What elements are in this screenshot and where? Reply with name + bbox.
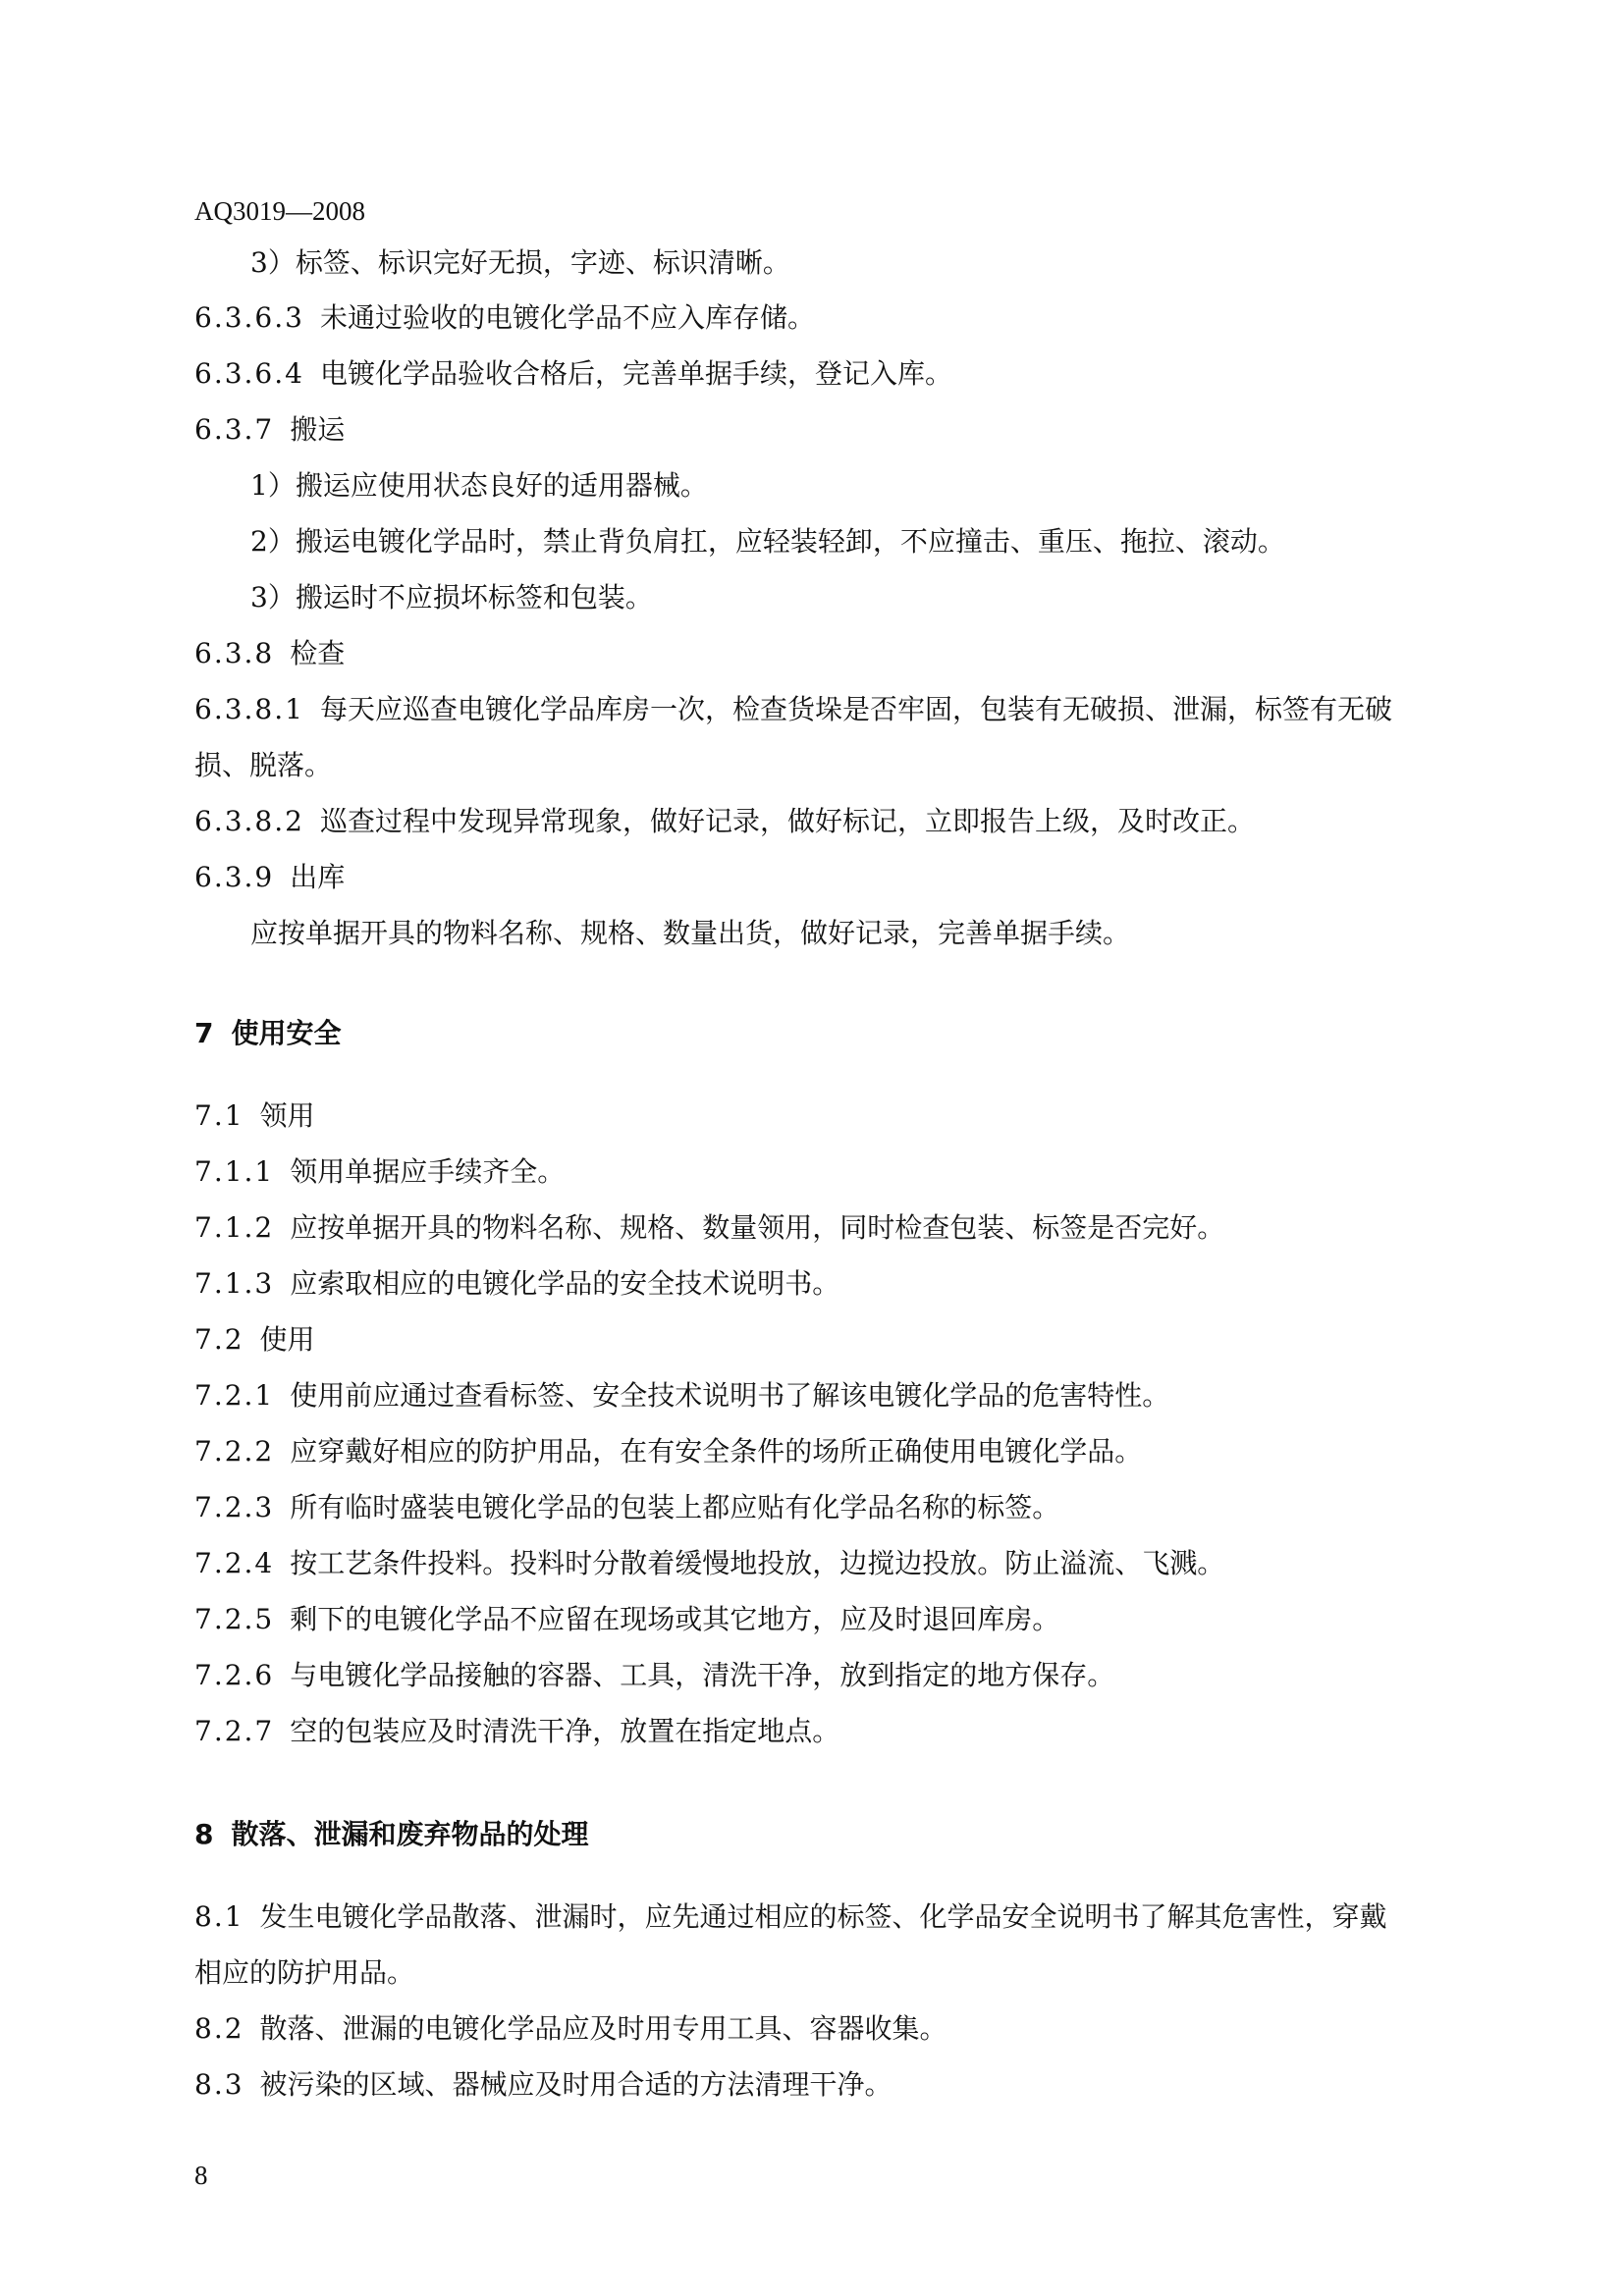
clause-8-2 [194,2012,947,2046]
clause-7-1 [194,1099,315,1133]
clause-6-3-8-1 [194,693,1392,726]
clause-number: 8.2 [194,2012,244,2045]
list-item: 3）搬运时不应损坏标签和包装。 [250,581,653,614]
clause-text: 散落、泄漏的电镀化学品应及时用专用工具、容器收集。 [259,2012,947,2045]
clause-7-2-2 [194,1435,1142,1468]
clause-number: 6.3.9 [194,861,275,893]
clause-text: 与电镀化学品接触的容器、工具，清洗干净，放到指定的地方保存。 [290,1659,1115,1691]
clause-number: 7.1 [194,1099,244,1132]
clause-text: 领用单据应手续齐全。 [290,1155,566,1188]
clause-6-3-8-2 [194,805,1255,838]
clause-text: 使用 [259,1323,315,1356]
clause-7-2-3 [194,1491,1059,1524]
clause-7-2 [194,1323,315,1357]
clause-text: 按工艺条件投料。投料时分散着缓慢地投放，边搅边投放。防止溢流、飞溅。 [290,1547,1225,1579]
clause-number: 7.2.7 [194,1715,275,1747]
clause-number: 8.3 [194,2068,244,2101]
clause-text: 发生电镀化学品散落、泄漏时，应先通过相应的标签、化学品安全说明书了解其危害性，穿戴 [259,1900,1387,1933]
clause-text: 使用前应通过查看标签、安全技术说明书了解该电镀化学品的危害特性。 [290,1379,1170,1412]
clause-text: 每天应巡查电镀化学品库房一次，检查货垛是否牢固，包装有无破损、泄漏，标签有无破 [319,693,1392,725]
clause-number: 7.2.4 [194,1547,275,1579]
section-title: 使用安全 [231,1017,342,1049]
clause-number: 7.2.2 [194,1435,275,1468]
clause-text: 搬运 [290,413,346,446]
page-number: 8 [194,2161,208,2190]
section-number: 8 [194,1818,216,1850]
clause-text: 剩下的电镀化学品不应留在现场或其它地方，应及时退回库房。 [290,1603,1060,1635]
clause-6-3-6-3 [194,301,815,335]
clause-6-3-6-4 [194,357,952,391]
clause-number: 7.2.1 [194,1379,275,1412]
clause-6-3-7 [194,413,345,447]
clause-number: 7.1.1 [194,1155,275,1188]
clause-text: 出库 [290,861,346,893]
clause-text: 领用 [259,1099,315,1132]
clause-continuation: 损、脱落。 [194,749,333,781]
clause-7-2-7 [194,1715,839,1748]
section-number: 7 [194,1017,216,1049]
list-item: 2）搬运电镀化学品时，禁止背负肩扛，应轻装轻卸，不应撞击、重压、拖拉、滚动。 [250,525,1285,558]
clause-7-2-1 [194,1379,1169,1413]
clause-7-2-6 [194,1659,1114,1692]
clause-number: 6.3.8.2 [194,805,304,837]
clause-continuation: 相应的防护用品。 [194,1956,415,1989]
clause-number: 8.1 [194,1900,244,1933]
clause-number: 6.3.7 [194,413,275,446]
document-code: AQ3019—2008 [194,196,365,226]
clause-8-1 [194,1900,1387,1934]
clause-7-1-2 [194,1211,1224,1245]
clause-number: 6.3.8.1 [194,693,304,725]
section-title: 散落、泄漏和废弃物品的处理 [231,1818,589,1850]
paragraph: 应按单据开具的物料名称、规格、数量出货，做好记录，完善单据手续。 [250,917,1131,949]
clause-number: 6.3.6.3 [194,301,304,334]
clause-number: 7.2.5 [194,1603,275,1635]
clause-6-3-8 [194,637,345,670]
clause-text: 电镀化学品验收合格后，完善单据手续，登记入库。 [319,357,952,390]
list-item: 1）搬运应使用状态良好的适用器械。 [250,469,708,502]
clause-text: 未通过验收的电镀化学品不应入库存储。 [319,301,815,334]
clause-number: 6.3.6.4 [194,357,304,390]
clause-text: 应按单据开具的物料名称、规格、数量领用，同时检查包装、标签是否完好。 [290,1211,1225,1244]
clause-number: 6.3.8 [194,637,275,669]
clause-text: 检查 [290,637,346,669]
clause-text: 所有临时盛装电镀化学品的包装上都应贴有化学品名称的标签。 [290,1491,1060,1523]
clause-text: 空的包装应及时清洗干净，放置在指定地点。 [290,1715,840,1747]
clause-number: 7.2 [194,1323,244,1356]
clause-7-1-1 [194,1155,565,1189]
clause-8-3 [194,2068,893,2102]
clause-text: 巡查过程中发现异常现象，做好记录，做好标记，立即报告上级，及时改正。 [319,805,1255,837]
section-heading-8 [194,1818,589,1851]
clause-number: 7.1.3 [194,1267,275,1300]
clause-7-2-5 [194,1603,1059,1636]
clause-text: 应穿戴好相应的防护用品，在有安全条件的场所正确使用电镀化学品。 [290,1435,1143,1468]
clause-number: 7.2.6 [194,1659,275,1691]
section-heading-7 [194,1017,342,1050]
clause-text: 被污染的区域、器械应及时用合适的方法清理干净。 [259,2068,893,2101]
list-item: 3）标签、标识完好无损，字迹、标识清晰。 [250,246,790,279]
clause-7-1-3 [194,1267,839,1301]
clause-number: 7.2.3 [194,1491,275,1523]
clause-text: 应索取相应的电镀化学品的安全技术说明书。 [290,1267,840,1300]
clause-7-2-4 [194,1547,1224,1580]
clause-number: 7.1.2 [194,1211,275,1244]
clause-6-3-9 [194,861,345,894]
